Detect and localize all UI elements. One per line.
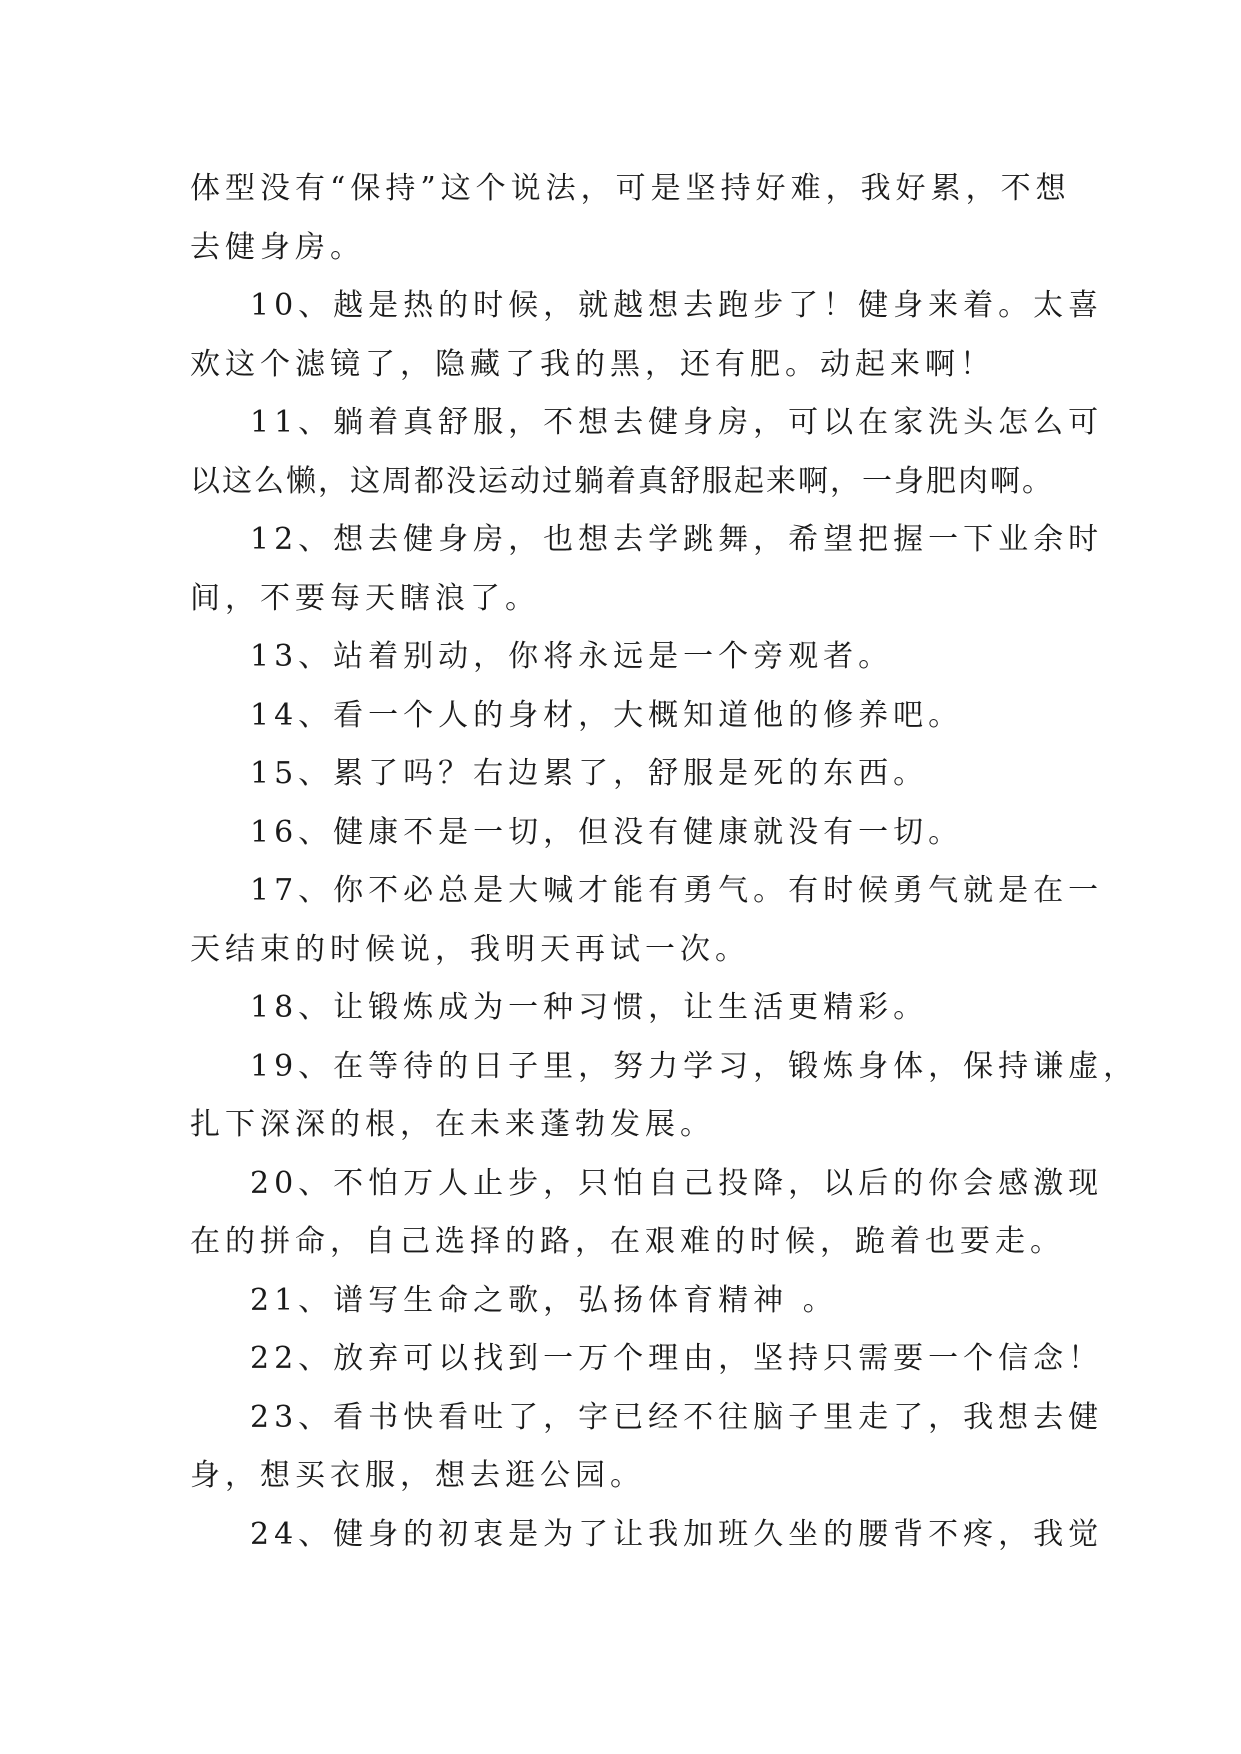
item-22-line: 22、放弃可以找到一万个理由，坚持只需要一个信念！	[250, 1341, 1104, 1376]
item-19-line: 19、在等待的日子里，努力学习，锻炼身体，保持谦虚，	[250, 1048, 1139, 1084]
text-line: 在的拼命，自己选择的路，在艰难的时候，跪着也要走。	[190, 1224, 1065, 1259]
item-13-line: 13、站着别动，你将永远是一个旁观者。	[250, 639, 894, 674]
item-12-line: 12、想去健身房，也想去学跳舞，希望把握一下业余时	[250, 522, 1104, 557]
item-18-line: 18、让锻炼成为一种习惯，让生活更精彩。	[250, 990, 929, 1025]
text-line: 身，想买衣服，想去逛公园。	[190, 1458, 645, 1493]
item-24-line: 24、健身的初衷是为了让我加班久坐的腰背不疼，我觉	[250, 1516, 1104, 1552]
item-10-line: 10、越是热的时候，就越想去跑步了！健身来着。太喜	[250, 288, 1104, 323]
item-23-line: 23、看书快看吐了，字已经不往脑子里走了，我想去健	[250, 1399, 1104, 1435]
item-15-line: 15、累了吗？右边累了，舒服是死的东西。	[250, 756, 929, 791]
item-16-line: 16、健康不是一切，但没有健康就没有一切。	[250, 814, 964, 850]
text-line: 以这么懒，这周都没运动过躺着真舒服起来啊，一身肥肉啊。	[190, 463, 1054, 499]
item-21-line: 21、谱写生命之歌，弘扬体育精神 。	[250, 1282, 838, 1318]
text-line: 扎下深深的根，在未来蓬勃发展。	[190, 1107, 715, 1142]
body-text	[190, 160, 1139, 1564]
text-line: 体型没有“保持”这个说法，可是坚持好难，我好累，不想	[190, 171, 1071, 206]
text-line: 间，不要每天瞎浪了。	[190, 580, 540, 616]
text-line: 去健身房。	[190, 229, 365, 265]
item-11-line: 11、躺着真舒服，不想去健身房，可以在家洗头怎么可	[250, 405, 1104, 440]
item-14-line: 14、看一个人的身材，大概知道他的修养吧。	[250, 697, 964, 733]
text-line: 天结束的时候说，我明天再试一次。	[190, 931, 750, 967]
item-17-line: 17、你不必总是大喊才能有勇气。有时候勇气就是在一	[250, 873, 1104, 908]
item-20-line: 20、不怕万人止步，只怕自己投降，以后的你会感激现	[250, 1165, 1104, 1201]
text-line: 欢这个滤镜了，隐藏了我的黑，还有肥。动起来啊！	[190, 346, 995, 382]
